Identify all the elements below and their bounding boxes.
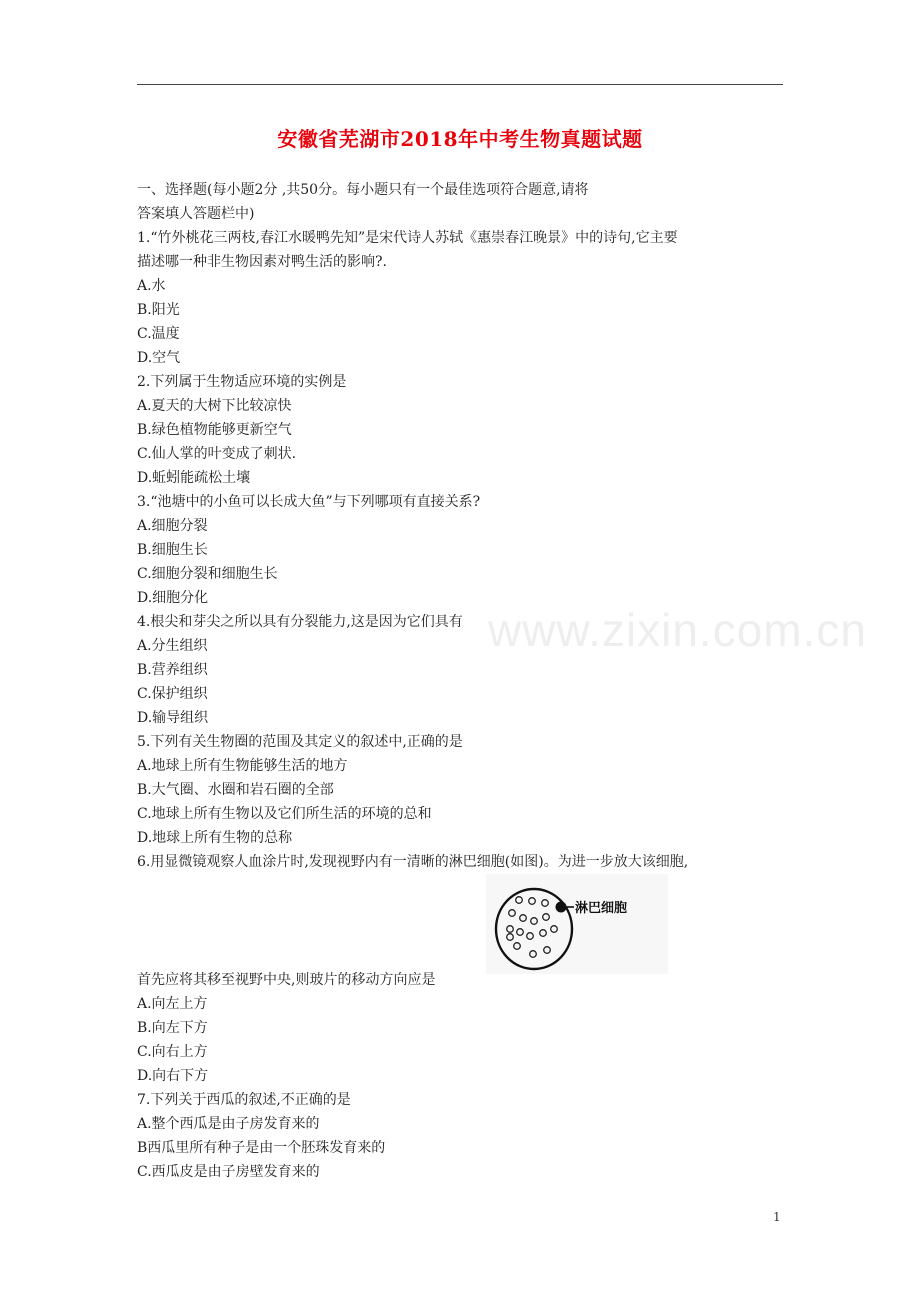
question-line: 6.用显微镜观察人血涂片时,发现视野内有一清晰的淋巴细胞(如图)。为进一步放大该细胞, <box>137 854 689 870</box>
figure-label: 淋巴细胞 <box>575 901 628 916</box>
lymphocyte <box>556 902 567 913</box>
question-line: 5.下列有关生物圈的范围及其定义的叙述中,正确的是 <box>137 734 463 750</box>
question-line: D.空气 <box>137 350 181 366</box>
question-line: 3.“池塘中的小鱼可以长成大鱼”与下列哪项有直接关系? <box>137 494 481 510</box>
microscope-field-svg <box>486 874 668 974</box>
questions-6-to-7 <box>137 992 797 1184</box>
question-line: D.输导组织 <box>137 710 209 726</box>
document-title: 安徽省芜湖市2018年中考生物真题试题 <box>277 127 643 151</box>
question-line: C.地球上所有生物以及它们所生活的环境的总和 <box>137 806 432 822</box>
question-line: 7.下列关于西瓜的叙述,不正确的是 <box>137 1092 351 1108</box>
question-line: 2.下列属于生物适应环境的实例是 <box>137 374 347 390</box>
question-line: B西瓜里所有种子是由一个胚珠发育来的 <box>137 1140 386 1156</box>
question-line: B.营养组织 <box>137 662 208 678</box>
watermark: www.zixin.com.cn <box>488 604 867 656</box>
question-line: D.细胞分化 <box>137 590 209 606</box>
red-blood-cells <box>507 897 558 958</box>
question-line: C.西瓜皮是由子房壁发育来的 <box>137 1164 320 1180</box>
figure-row <box>137 874 797 992</box>
question-line: A.分生组织 <box>137 638 208 654</box>
question-line: D.蚯蚓能疏松土壤 <box>137 470 251 486</box>
question-line: 1.“竹外桃花三两枝,春江水暖鸭先知”是宋代诗人苏轼《惠崇春江晚景》中的诗句,它主要 <box>137 230 678 246</box>
question-line: D.地球上所有生物的总称 <box>137 830 293 846</box>
question-line: B.向左下方 <box>137 1020 208 1036</box>
intro-line: 答案填人答题栏中) <box>137 206 255 222</box>
questions-1-to-6 <box>137 226 797 874</box>
question-line: A.细胞分裂 <box>137 518 208 534</box>
question-line: 4.根尖和芽尖之所以具有分裂能力,这是因为它们具有 <box>137 614 463 630</box>
question-line: A.向左上方 <box>137 996 208 1012</box>
document-body <box>137 178 797 1184</box>
question-line: A.水 <box>137 278 166 294</box>
question-line: C.保护组织 <box>137 686 208 702</box>
microscope-field-figure <box>486 874 668 974</box>
question-line: D.向右下方 <box>137 1068 209 1084</box>
question-line: B.绿色植物能够更新空气 <box>137 422 292 438</box>
question-line: A.整个西瓜是由子房发育来的 <box>137 1116 320 1132</box>
question-line: A.夏天的大树下比较凉快 <box>137 398 292 414</box>
question-line: B.阳光 <box>137 302 180 318</box>
question-line: C.细胞分裂和细胞生长 <box>137 566 278 582</box>
header-rule <box>137 84 783 85</box>
page-number: 1 <box>773 1210 781 1224</box>
question-line: C.向右上方 <box>137 1044 208 1060</box>
section-intro <box>137 178 797 226</box>
question-line: C.仙人掌的叶变成了刺状. <box>137 446 297 462</box>
intro-line: 一、选择题(每小题2分 ,共50分。每小题只有一个最佳选项符合题意,请将 <box>137 182 589 198</box>
question-line: C.温度 <box>137 326 180 342</box>
figure-caption-line: 首先应将其移至视野中央,则玻片的移动方向应是 <box>137 972 436 988</box>
question-line: B.细胞生长 <box>137 542 208 558</box>
question-line: 描述哪一种非生物因素对鸭生活的影响?. <box>137 254 387 270</box>
question-line: A.地球上所有生物能够生活的地方 <box>137 758 348 774</box>
question-line: B.大气圈、水圈和岩石圈的全部 <box>137 782 334 798</box>
